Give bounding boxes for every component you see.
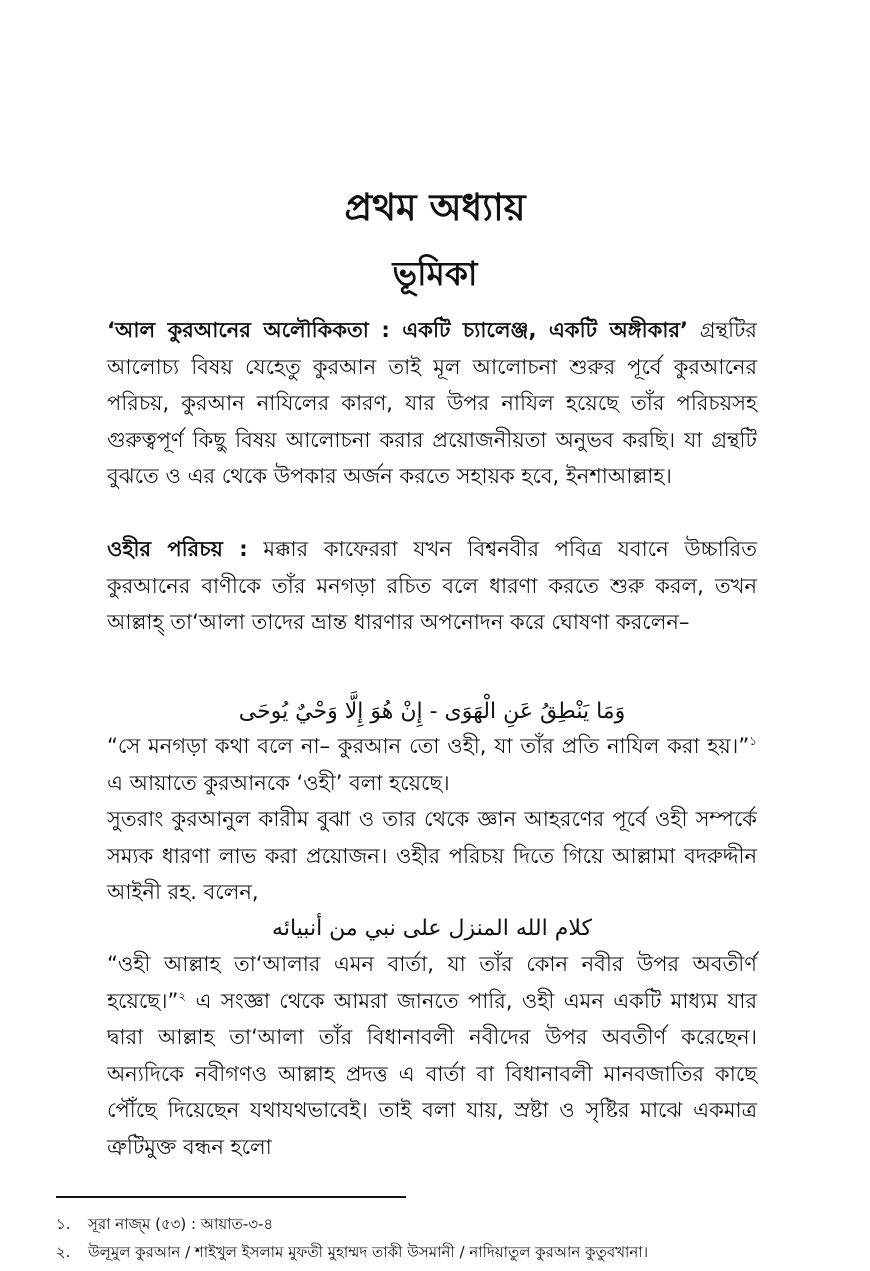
quote-paragraph-2	[107, 946, 757, 1165]
intro-text: গ্রন্থটির আলোচ্য বিষয় যেহেতু কুরআন তাই মূল আলোচনা শুরুর পূর্বে কুরআনের পরিচয়, কুরআন নাযিলের কারণ, যার উপর নাযিল হয়েছে তাঁর পরিচয়সহ গুরুত্বপূর্ণ কিছু বিষয় আলোচনা করার প্রয়োজনীয়তা অনুভব করছি। যা গ্রন্থটি বুঝতে ও এর থেকে উপকার অর্জন করতে সহায়ক হবে, ইনশাআল্লাহ।	[107, 318, 757, 488]
quote-paragraph-1	[107, 728, 757, 801]
arabic-verse: وَمَا يَنْطِقُ عَنِ الْهَوَى - إِنْ هُوَ إِلَّا وَحْيٌ يُوحَى	[238, 699, 626, 724]
footnote-divider	[56, 1196, 406, 1198]
footnote-text: সূরা নাজ্‌ম (৫৩) : আয়াত-৩-৪	[88, 1215, 274, 1233]
quote-1-text: “সে মনগড়া কথা বলে না– কুরআন তো ওহী, যা তাঁর প্রতি নাযিল করা হয়।”	[107, 734, 750, 758]
footnote-number: ১.	[56, 1215, 71, 1233]
quote-2-tail: এ সংজ্ঞা থেকে আমরা জানতে পারি, ওহী এমন একটি মাধ্যম যার দ্বারা আল্লাহ তা‘আলা তাঁর বিধানাবলী নবীদের উপর অবতীর্ণ করেছেন। অন্যদিকে নবীগণও আল্লাহ প্রদত্ত এ বার্তা বা বিধানাবলী মানবজাতির কাছে পৌঁছে দিয়েছেন যথাযথভাবেই। তাই বলা যায়, স্রষ্টা ও সৃষ্টির মাঝে একমাত্র ত্রুটিমুক্ত বন্ধন হলো	[107, 988, 757, 1159]
footnote-2	[56, 1238, 846, 1266]
quote-2-text: “ওহী আল্লাহ তা‘আলার এমন বার্তা, যা তাঁর কোন নবীর উপর অবতীর্ণ হয়েছে।”	[107, 952, 757, 1013]
paragraph-3: সুতরাং কুরআনুল কারীম বুঝা ও তার থেকে জ্ঞান আহরণের পূর্বে ওহী সম্পর্কে সম্যক ধারণা লাভ করা প্রয়োজন। ওহীর পরিচয় দিতে গিয়ে আল্লামা বদরুদ্দীন আইনী রহ. বলেন,	[107, 807, 757, 904]
wahi-paragraph	[107, 531, 757, 641]
wahi-label: ওহীর পরিচয় :	[107, 537, 248, 561]
footnote-1	[56, 1210, 846, 1238]
wahi-text: মক্কার কাফেররা যখন বিশ্বনবীর পবিত্র যবানে উচ্চারিত কুরআনের বাণীকে তাঁর মনগড়া রচিত বলে ধারণা করতে শুরু করল, তখন আল্লাহ্ তা‘আলা তাদের ভ্রান্ত ধারণার অপনোদন করে ঘোষণা করলেন–	[107, 537, 757, 634]
quote-1-tail: এ আয়াতে কুরআনকে ‘ওহী’ বলা হয়েছে।	[107, 770, 450, 795]
intro-paragraph	[107, 312, 757, 495]
footnote-text: উলূমুল কুরআন / শাইখুল ইসলাম মুফতী মুহাম্মদ তাকী উসমানী / নাদিয়াতুল কুরআন কুতুবখানা।	[88, 1243, 649, 1261]
intro-heading: ‘আল কুরআনের অলৌকিকতা : একটি চ্যালেঞ্জ, একটি অঙ্গীকার’	[107, 318, 688, 342]
footnotes	[56, 1210, 846, 1266]
footnote-number: ২.	[56, 1243, 71, 1261]
section-title: ভূমিকা	[392, 254, 478, 293]
footnote-ref-1: ১	[749, 734, 757, 748]
chapter-title: প্রথম অধ্যায়	[344, 186, 526, 229]
arabic-definition: كلام الله المنزل على نبي من أنبيائه	[272, 916, 592, 941]
footnote-ref-2: ২	[178, 988, 187, 1003]
